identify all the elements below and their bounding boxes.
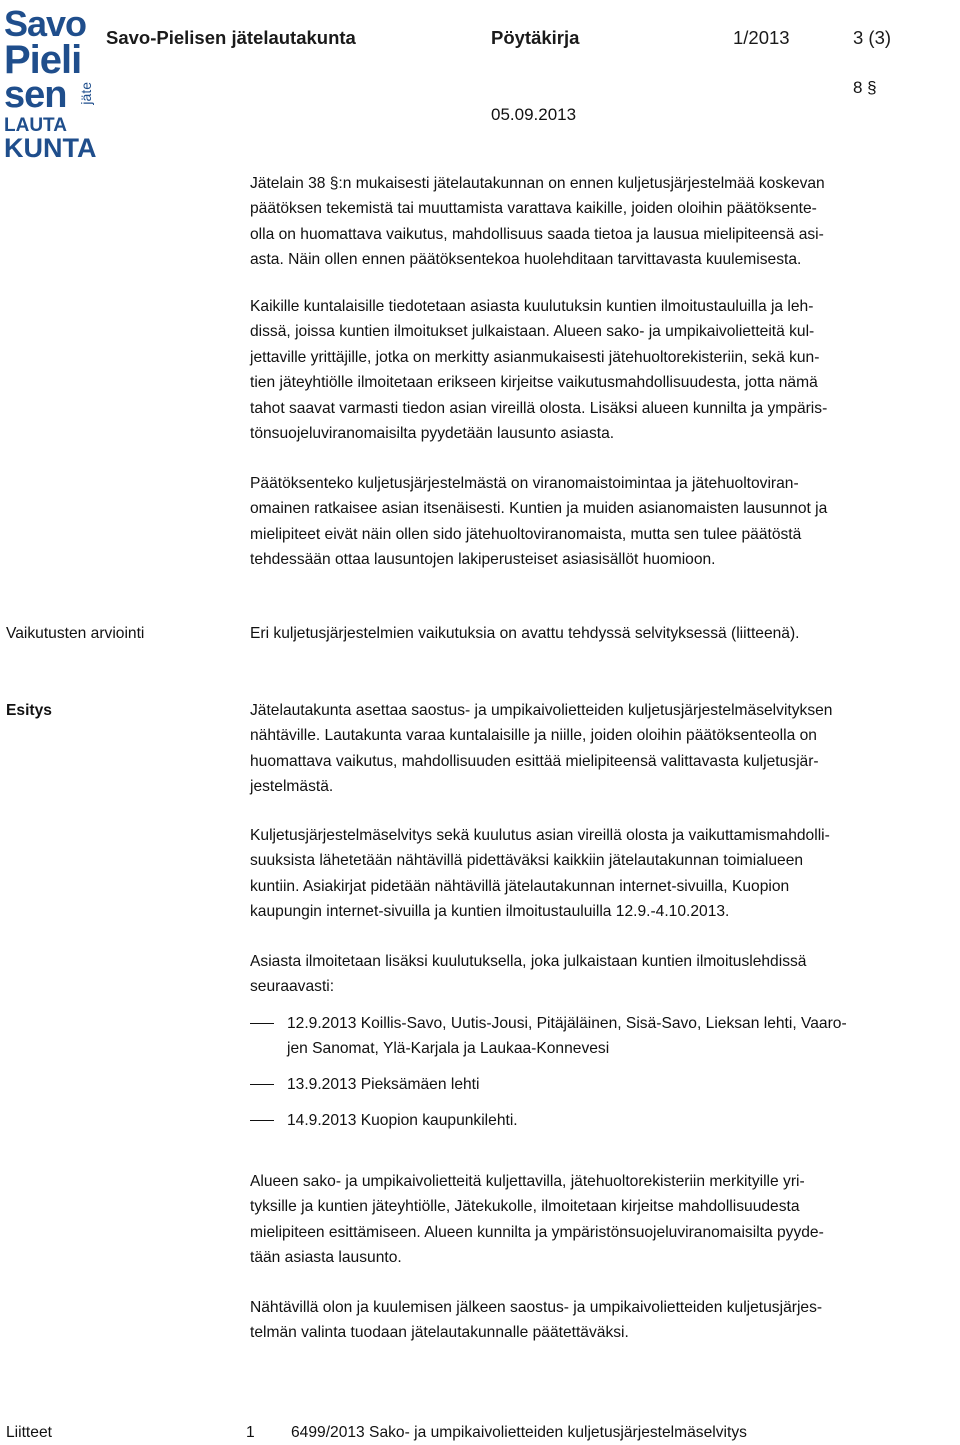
header-doc-type: Pöytäkirja — [491, 27, 580, 48]
organization-logo — [4, 3, 97, 163]
intro-paragraph-2: Kaikille kuntalaisille tiedotetaan asiasta kuulutuksin kuntien ilmoitustauluilla ja leh- dissä, joissa kuntien ilmoitukset julkaistaan. Alueen sako- ja umpikaivolietteitä kul- jettaville yrittäjille, jotka on merkitty asianmukaisesti jätehuoltorekisteriin, sekä kun- tien jäteyhtiölle ilmoitetaan erikseen kirjeitse vaikutusmahdollisuudesta, jotta nämä tahot saavat varmasti tiedon asian vireillä olosta. Lisäksi alueen kunnilta ja ympäris- tönsuojeluviranomaisilta pyydetään lausunto asiasta. — [250, 298, 828, 443]
attachment-title: 6499/2013 Sako- ja umpikaivolietteiden kuljetusjärjestelmäselvitys — [291, 1424, 747, 1441]
proposal-paragraph-5: Nähtävillä olon ja kuulemisen jälkeen saostus- ja umpikaivolietteiden kuljetusjärjes- telmän valinta tuodaan jätelautakunnalle päätettäväksi. — [250, 1299, 823, 1342]
proposal-label: Esitys — [6, 702, 52, 719]
logo-line-5: KUNTA — [4, 133, 97, 163]
logo-line-3: sen — [4, 74, 67, 116]
intro-paragraph-1: Jätelain 38 §:n mukaisesti jätelautakunnan on ennen kuljetusjärjestelmää koskevan päätöksen tekemistä tai muuttamista varattava kaikille, joiden oloihin päätöksente- olla on huomattava vaikutus, mahdollisuus saada tietoa ja lausua mielipiteensä asi- asta. Näin ollen ennen päätöksentekoa huolehditaan tarvittavasta kuulemisesta. — [250, 175, 825, 269]
attachments-label: Liitteet — [6, 1424, 52, 1441]
bullet-item: 14.9.2013 Kuopion kaupunkilehti. — [287, 1112, 518, 1129]
section-number: 8 § — [853, 78, 877, 97]
bullet-item: 12.9.2013 Koillis-Savo, Uutis-Jousi, Pitäjäläinen, Sisä-Savo, Lieksan lehti, Vaaro- jen Sanomat, Ylä-Karjala ja Laukaa-Konnevesi — [287, 1015, 847, 1058]
logo-line-2: Pieli — [4, 38, 82, 82]
logo-side-text: jäte — [78, 82, 94, 105]
logo-line-1: Savo — [4, 3, 87, 44]
bullet-dash — [250, 1084, 274, 1085]
impact-label: Vaikutusten arviointi — [6, 625, 145, 642]
header-organization: Savo-Pielisen jätelautakunta — [106, 27, 356, 48]
header-pages: 3 (3) — [853, 27, 892, 48]
impact-text: Eri kuljetusjärjestelmien vaikutuksia on avattu tehdyssä selvityksessä (liitteenä). — [250, 625, 800, 642]
header-date: 05.09.2013 — [491, 105, 577, 124]
proposal-paragraph-3: Asiasta ilmoitetaan lisäksi kuulutuksella, joka julkaistaan kuntien ilmoituslehdissä seuraavasti: — [250, 953, 807, 996]
proposal-paragraph-1: Jätelautakunta asettaa saostus- ja umpikaivolietteiden kuljetusjärjestelmäselvityksen nähtäville. Lautakunta varaa kuntalaisille ja niille, joiden oloihin päätöksenteolla on huomattava vaikutus, mahdollisuuden esittää mielipiteensä valittavasta kuljetusjär- jestelmästä. — [250, 702, 833, 796]
proposal-paragraph-2: Kuljetusjärjestelmäselvitys sekä kuulutus asian vireillä olosta ja vaikuttamismahdolli- suuksista lähetetään nähtävillä pidettäväksi kaikkiin jätelautakunnan toimialueen kuntiin. Asiakirjat pidetään nähtävillä jätelautakunnan internet-sivuilla, Kuopion kaupungin internet-sivuilla ja kuntien ilmoitustauluilla 12.9.-4.10.2013. — [250, 827, 830, 921]
logo-line-4: LAUTA — [4, 115, 67, 136]
header-number: 1/2013 — [733, 27, 790, 48]
bullet-dash — [250, 1023, 274, 1024]
bullet-dash — [250, 1120, 274, 1121]
bullet-item: 13.9.2013 Pieksämäen lehti — [287, 1076, 480, 1093]
attachment-number: 1 — [246, 1424, 255, 1441]
proposal-paragraph-4: Alueen sako- ja umpikaivolietteitä kuljettavilla, jätehuoltorekisteriin merkityille yri- tyksille ja kuntien jäteyhtiölle, Jätekukolle, ilmoitetaan kirjeitse mahdollisuudesta mielipiteen esittämiseen. Alueen kunnilta ja ympäristönsuojeluviranomaisilta pyyde- tään asiasta lausunto. — [250, 1173, 824, 1267]
intro-paragraph-3: Päätöksenteko kuljetusjärjestelmästä on viranomaistoimintaa ja jätehuoltoviran- omainen ratkaisee asian itsenäisesti. Kuntien ja muiden asianomaisten lausunnot ja mielipiteet eivät näin ollen sido jätehuoltoviranomaista, mutta sen tulee päätöstä tehdessään ottaa lausuntojen lakiperusteiset asiasisällöt huomioon. — [250, 475, 828, 569]
